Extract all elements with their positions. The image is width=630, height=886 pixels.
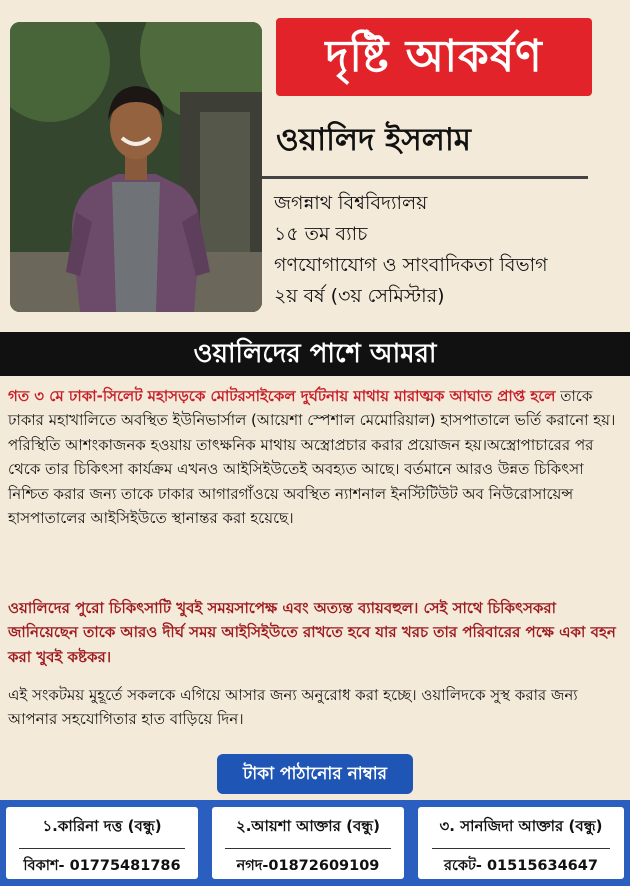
department-text: গণযোগাযোগ ও সাংবাদিকতা বিভাগ bbox=[274, 254, 548, 276]
contact-strip bbox=[0, 800, 630, 886]
appeal-paragraph: এই সংকটময় মুহূর্তে সকলকে এগিয়ে আসার জন্য অনুরোধ করা হচ্ছে। ওয়ালিদকে সুস্থ করার জন্য আপনার সহযোগিতার হাত বাড়িয়ে দিন। bbox=[8, 686, 578, 729]
year-semester-text: ২য় বর্ষ (৩য় সেমিস্টার) bbox=[274, 285, 445, 307]
person-name: ওয়ালিদ ইসলাম bbox=[276, 122, 472, 158]
university-text: জগন্নাথ বিশ্ববিদ্যালয় bbox=[274, 192, 428, 214]
accident-paragraph bbox=[8, 384, 622, 530]
contact-divider bbox=[432, 848, 609, 849]
batch-text: ১৫ তম ব্যাচ bbox=[274, 223, 368, 245]
contact-heading: টাকা পাঠানোর নাম্বার bbox=[217, 754, 413, 794]
contact-name: ৩. সানজিদা আক্তার (বন্ধু) bbox=[439, 817, 603, 835]
contact-number: নগদ-01872609109 bbox=[236, 858, 380, 874]
contact-number: রকেট- 01515634647 bbox=[444, 858, 598, 874]
attention-headline: দৃষ্টি আকর্ষণ bbox=[276, 18, 592, 96]
name-divider bbox=[262, 176, 588, 179]
support-banner: ওয়ালিদের পাশে আমরা bbox=[0, 332, 630, 376]
accident-highlight: গত ৩ মে ঢাকা-সিলেট মহাসড়কে মোটরসাইকেল দুর্ঘটনায় মাথায় মারাত্মক আঘাত প্রাপ্ত হলে bbox=[8, 387, 556, 405]
contact-number: বিকাশ- 01775481786 bbox=[23, 858, 181, 874]
contact-divider bbox=[19, 848, 184, 849]
contact-card bbox=[6, 807, 198, 879]
portrait-illustration bbox=[10, 22, 262, 312]
contact-card bbox=[418, 807, 624, 879]
accident-details: তাকে ঢাকার মহাখালিতে অবস্থিত ইউনিভার্সাল (আয়েশা স্পেশাল মেমোরিয়াল) হাসপাতালে ভর্তি করানো হয়।পরিস্থিতি আশংকাজনক হওয়ায় তাৎক্ষনিক মাথায় অস্ত্রোপ্রচার করার প্রয়োজন হয়।অস্ত্রোপাচারের পর থেকে তার চিকিৎসা কার্যক্রম এখনও আইসিইউতেই অবহ্যত আছে। বর্তমানে আরও উন্নত চিকিৎসা নিশ্চিত করার জন্য তাকে ঢাকার আগারগাঁওয়ে অবস্থিত ন্যাশনাল ইনস্টিটিউট অব নিউরোসায়েন্স হাসপাতালের আইসিইউতে স্থানান্তর করা হয়েছে। bbox=[8, 387, 616, 528]
person-details bbox=[274, 188, 614, 312]
contact-name: ১.কারিনা দত্ত (বন্ধু) bbox=[42, 817, 162, 835]
contact-name: ২.আয়শা আক্তার (বন্ধু) bbox=[235, 817, 381, 835]
cost-paragraph: ওয়ালিদের পুরো চিকিৎসাটি খুবই সময়সাপেক্ষ এবং অত্যন্ত ব্যায়বহুল। সেই সাথে চিকিৎসকরা জানিয়েছেন তাকে আরও দীর্ঘ সময় আইসিইউতে রাখতে হবে যার খরচ তার পরিবারের পক্ষে একা বহন করা খুবই কষ্টকর। bbox=[8, 599, 616, 666]
portrait-photo bbox=[10, 22, 262, 312]
contact-divider bbox=[225, 848, 390, 849]
contact-card bbox=[212, 807, 404, 879]
